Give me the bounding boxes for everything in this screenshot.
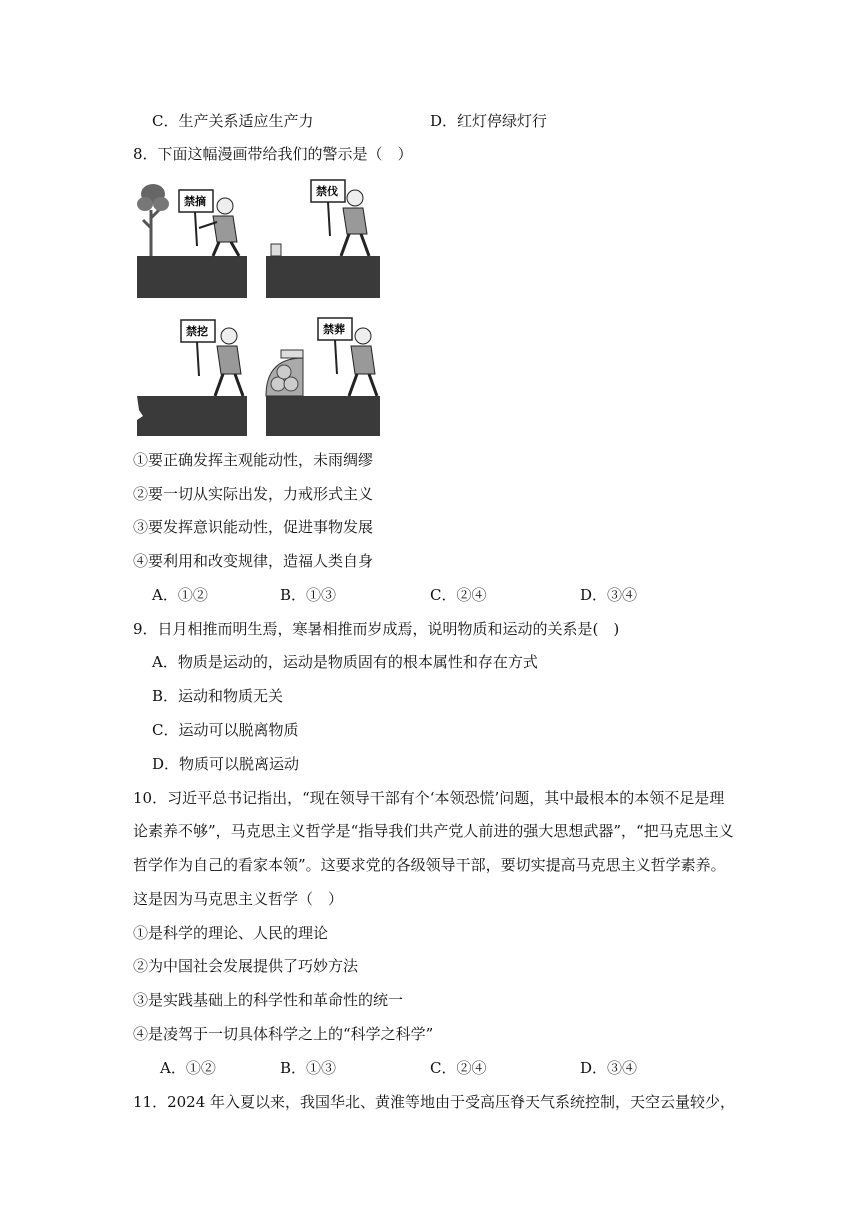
cartoon-panel-1: [137, 184, 247, 298]
sign-label: 禁摘: [184, 195, 206, 208]
q10-stem-line-2: 论素养不够”，马克思主义哲学是“指导我们共产党人前进的强大思想武器”，“把马克思主义: [133, 822, 734, 840]
q8-statement-3: ③要发挥意识能动性，促进事物发展: [133, 518, 374, 536]
cartoon-panel-4: [266, 318, 380, 436]
q8-stem: 8．下面这幅漫画带给我们的警示是（ ）: [133, 145, 413, 163]
q10-stem-line-3: 哲学作为自己的看家本领”。这要求党的各级领导干部，要切实提高马克思主义哲学素养。: [133, 856, 726, 874]
q8-statement-4: ④要利用和改变规律，造福人类自身: [133, 552, 374, 570]
q10-statement-1: ①是科学的理论、人民的理论: [133, 924, 329, 942]
q8-option-c: C．②④: [430, 586, 487, 604]
q8-cartoon: [133, 170, 389, 438]
q9-option-b: B．运动和物质无关: [152, 687, 284, 705]
q8-statement-2: ②要一切从实际出发，力戒形式主义: [133, 485, 374, 503]
q9-option-d: D．物质可以脱离运动: [152, 755, 300, 773]
q10-option-a: A．①②: [160, 1059, 216, 1077]
q10-option-b: B．①③: [280, 1059, 337, 1077]
q10-option-c: C．②④: [430, 1059, 487, 1077]
q8-option-a: A．①②: [152, 586, 208, 604]
q10-stem-line-4: 这是因为马克思主义哲学（ ）: [133, 890, 344, 908]
q9-stem: 9．日月相推而明生焉，寒暑相推而岁成焉，说明物质和运动的关系是( ): [133, 620, 620, 638]
q10-statement-3: ③是实践基础上的科学性和革命性的统一: [133, 991, 404, 1009]
q10-stem-line-1: 10．习近平总书记指出，“现在领导干部有个‘本领恐慌’问题，其中最根本的本领不足是理: [133, 789, 725, 807]
cartoon-panel-3: [137, 320, 247, 436]
sign-label: 禁伐: [316, 185, 338, 198]
sign-label: 禁挖: [186, 325, 208, 338]
option-d: D．红灯停绿灯行: [430, 112, 548, 130]
sign-label: 禁葬: [323, 323, 345, 336]
q9-option-a: A．物质是运动的，运动是物质固有的根本属性和存在方式: [152, 653, 538, 671]
q10-statement-4: ④是凌驾于一切具体科学之上的“科学之科学”: [133, 1025, 434, 1043]
q9-option-c: C．运动可以脱离物质: [152, 721, 299, 739]
option-c: C．生产关系适应生产力: [152, 112, 314, 130]
q10-statement-2: ②为中国社会发展提供了巧妙方法: [133, 957, 359, 975]
q8-option-d: D．③④: [580, 586, 638, 604]
q11-stem-line-1: 11．2024 年入夏以来，我国华北、黄淮等地由于受高压脊天气系统控制，天空云量较少，: [133, 1093, 736, 1111]
q8-statement-1: ①要正确发挥主观能动性，未雨绸缪: [133, 451, 374, 469]
q10-option-d: D．③④: [580, 1059, 638, 1077]
cartoon-panel-2: [266, 180, 380, 298]
q8-option-b: B．①③: [280, 586, 337, 604]
